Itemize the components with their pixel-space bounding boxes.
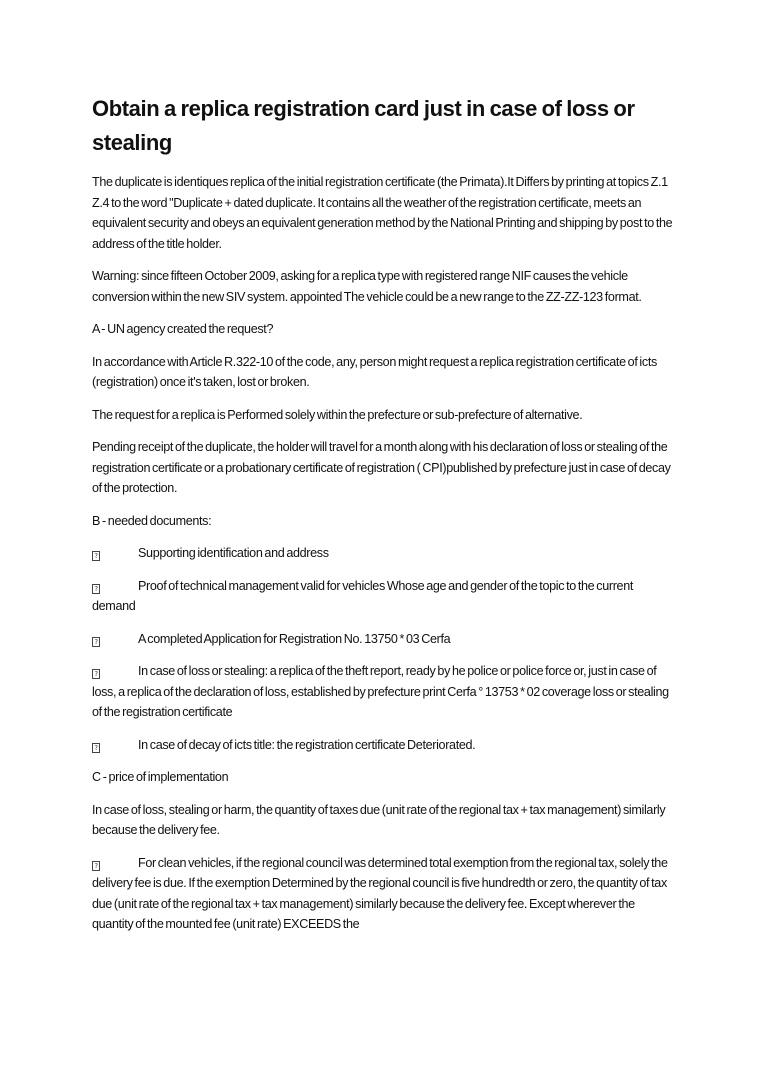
paragraph-pending: Pending receipt of the duplicate, the holder will travel for a month along with his declaration of loss or stealing of the registration certificate or a probationary certificate of registration ( CPI)published by prefecture just in case of decay of the protection. [92,440,671,495]
list-item [92,735,676,756]
paragraph-prefecture: The request for a replica is Performed solely within the prefecture or sub-prefecture of alternative. [92,407,583,422]
list-item-text: In case of loss or stealing: a replica of the theft report, ready by he police or police force or, just in case of loss, a replica of the declaration of loss, established by prefecture print Cerfa ° 13753 * 02 coverage loss or stealing of the registration certificate [92,664,669,719]
list-item [92,543,676,564]
bullet-icon: ? [92,551,100,561]
section-heading-c: C - price of implementation [92,770,229,784]
list-item-text: For clean vehicles, if the regional council was determined total exemption from the regional tax, solely the delivery fee is due. If the exemption Determined by the regional council is five hundredth or zero, the quantity of tax due (unit rate of the regional tax + tax management) similarly because the delivery fee. Except wherever the quantity of the mounted fee (unit rate) EXCEEDS the [92,855,668,931]
list-item-text: Supporting identification and address [138,546,329,560]
paragraph-taxes: In case of loss, stealing or harm, the quantity of taxes due (unit rate of the regional tax + tax management) similarly because the delivery fee. [92,802,666,837]
list-item-text: In case of decay of icts title: the registration certificate Deteriorated. [138,737,476,752]
document-title: Obtain a replica registration card just in case of loss or stealing [92,96,635,155]
list-item-text: Proof of technical management valid for vehicles Whose age and gender of the topic to the current demand [92,578,633,613]
bullet-icon: ? [92,584,100,594]
section-heading-b: B - needed documents: [92,513,212,528]
list-item [92,576,676,617]
paragraph-warning: Warning: since fifteen October 2009, asking for a replica type with registered range NIF causes the vehicle conversion within the new SIV system. appointed The vehicle could be a new range to the ZZ-ZZ-123 format. [92,269,642,304]
bullet-icon: ? [92,743,100,753]
list-item [92,661,676,723]
list-item [92,853,676,935]
bullet-icon: ? [92,669,100,679]
section-heading-a: A - UN agency created the request? [92,322,274,336]
list-item [92,629,676,650]
bullet-icon: ? [92,637,100,647]
list-item-text: A completed Application for Registration No. 13750 * 03 Cerfa [138,631,451,646]
paragraph-intro: The duplicate is identiques replica of the initial registration certificate (the Primata).It Differs by printing at topics Z.1 Z.4 to the word "Duplicate + dated duplicate. It contains all the weather of the registration certificate, meets an equivalent security and obeys an equivalent generation method by the National Printing and shipping by post to the address of the title holder. [92,175,673,251]
bullet-icon: ? [92,861,100,871]
paragraph-article: In accordance with Article R.322-10 of the code, any, person might request a replica registration certificate of icts (registration) once it's taken, lost or broken. [92,354,657,389]
